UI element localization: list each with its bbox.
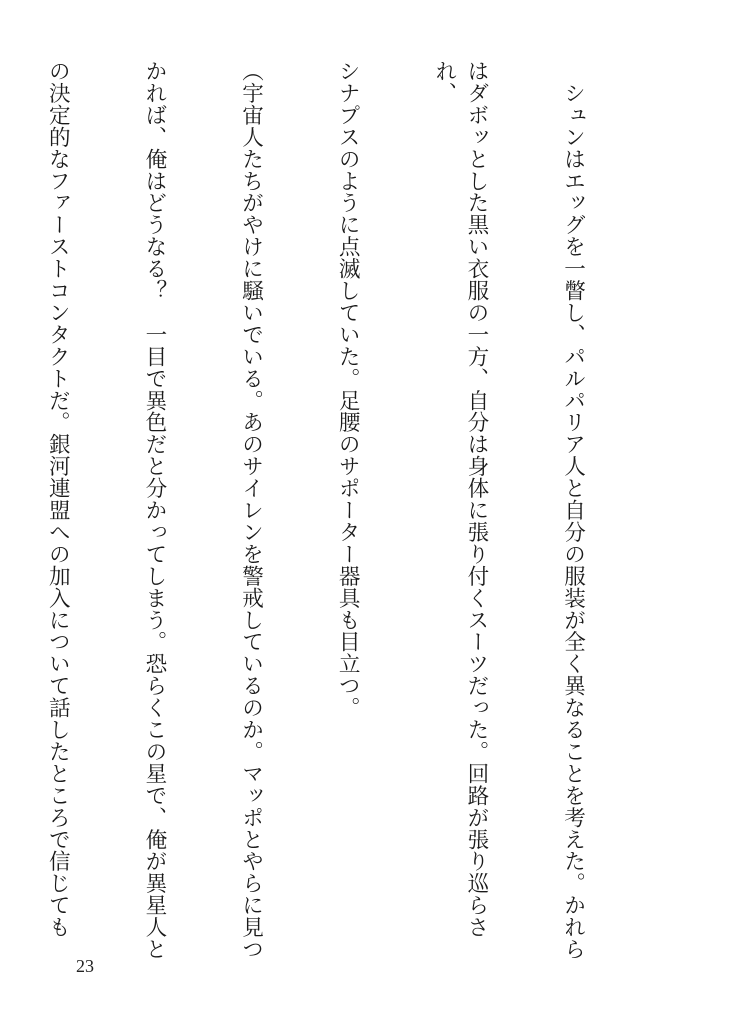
text-line: シュンはエッグを一瞥し、パルパリア人と自分の服装が全く異なることを考えた。かれら [560, 60, 586, 960]
vertical-text-body [45, 60, 653, 960]
page-number: 23 [76, 956, 94, 976]
text-line: （宇宙人たちがやけに騒いでいる。あのサイレンを警戒しているのか。マッポとやらに見つ [238, 60, 264, 960]
text-line: シナプスのように点滅していた。足腰のサポーター器具も目立つ。 [335, 60, 361, 719]
text-line: かれば、俺はどうなる？ 一目で異色だと分かってしまう。恐らくこの星で、俺が異星人と [141, 60, 167, 960]
text-line: の決定的なファーストコンタクトだ。銀河連盟への加入について話したところで信じても [45, 60, 71, 938]
text-line: はダボッとした黒い衣服の一方、自分は身体に張り付くスーツだった。回路が張り巡らされ、 [431, 60, 489, 938]
